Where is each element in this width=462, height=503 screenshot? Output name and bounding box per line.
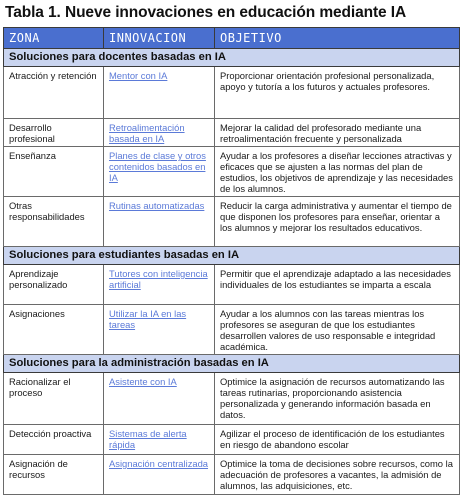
- table-row: [4, 67, 460, 119]
- cell-zona: Otras responsabilidades: [4, 197, 104, 247]
- cell-objetivo: Mejorar la calidad del profesorado mediante una retroalimentación frecuente y personalizada: [215, 119, 460, 147]
- table-row: [4, 197, 460, 247]
- section-row-docentes: [4, 49, 460, 67]
- cell-innovacion-link[interactable]: Tutores con inteligencia artificial: [104, 265, 215, 305]
- cell-objetivo: Ayudar a los profesores a diseñar lecciones atractivas y eficaces que se ajusten a las normas del plan de estudios, los objetivos de aprendizaje y las necesidades de los alumnos.: [215, 147, 460, 197]
- table-title: Tabla 1. Nueve innovaciones en educación mediante IA: [5, 4, 407, 21]
- cell-zona: Asignaciones: [4, 305, 104, 355]
- cell-innovacion-link[interactable]: Rutinas automatizadas: [104, 197, 215, 247]
- cell-zona: Desarrollo profesional: [4, 119, 104, 147]
- section-label: Soluciones para estudiantes basadas en IA: [4, 247, 460, 265]
- cell-innovacion-link[interactable]: Utilizar la IA en las tareas: [104, 305, 215, 355]
- header-innovacion: INNOVACION: [104, 28, 215, 49]
- header-zona: ZONA: [4, 28, 104, 49]
- cell-objetivo: Proporcionar orientación profesional personalizada, apoyo y tutoría a los futuros y actuales profesores.: [215, 67, 460, 119]
- cell-zona: Atracción y retención: [4, 67, 104, 119]
- cell-zona: Detección proactiva: [4, 425, 104, 455]
- section-row-administracion: [4, 355, 460, 373]
- cell-innovacion-link[interactable]: Mentor con IA: [104, 67, 215, 119]
- cell-objetivo: Permitir que el aprendizaje adaptado a las necesidades individuales de los estudiantes se imparta a escala: [215, 265, 460, 305]
- table-row: [4, 119, 460, 147]
- table-row: [4, 425, 460, 455]
- cell-zona: Enseñanza: [4, 147, 104, 197]
- cell-objetivo: Optimice la toma de decisiones sobre recursos, como la adecuación de profesores a vacantes, la admisión de alumnos, las adquisiciones, etc.: [215, 455, 460, 495]
- table-row: [4, 305, 460, 355]
- cell-innovacion-link[interactable]: Planes de clase y otros contenidos basados en IA: [104, 147, 215, 197]
- cell-objetivo: Ayudar a los alumnos con las tareas mientras los profesores se aseguran de que los estudiantes desarrollen valores de uso responsable e integridad académica.: [215, 305, 460, 355]
- cell-zona: Aprendizaje personalizado: [4, 265, 104, 305]
- cell-innovacion-link[interactable]: Asistente con IA: [104, 373, 215, 425]
- table-row: [4, 373, 460, 425]
- cell-objetivo: Reducir la carga administrativa y aumentar el tiempo de que disponen los profesores para enseñar, orientar a los alumnos y mejorar los resultados educativos.: [215, 197, 460, 247]
- section-label: Soluciones para la administración basadas en IA: [4, 355, 460, 373]
- header-row: [4, 28, 460, 49]
- cell-innovacion-link[interactable]: Sistemas de alerta rápida: [104, 425, 215, 455]
- innovations-table: [3, 27, 460, 495]
- cell-objetivo: Optimice la asignación de recursos automatizando las tareas rutinarias, proporcionando asistencia personalizada y generando información basada en datos.: [215, 373, 460, 425]
- section-label: Soluciones para docentes basadas en IA: [4, 49, 460, 67]
- section-row-estudiantes: [4, 247, 460, 265]
- table-row: [4, 265, 460, 305]
- cell-innovacion-link[interactable]: Retroalimentación basada en IA: [104, 119, 215, 147]
- cell-zona: Racionalizar el proceso: [4, 373, 104, 425]
- cell-objetivo: Agilizar el proceso de identificación de los estudiantes en riesgo de abandono escolar: [215, 425, 460, 455]
- table-row: [4, 147, 460, 197]
- cell-zona: Asignación de recursos: [4, 455, 104, 495]
- cell-innovacion-link[interactable]: Asignación centralizada: [104, 455, 215, 495]
- table-row: [4, 455, 460, 495]
- header-objetivo: OBJETIVO: [215, 28, 460, 49]
